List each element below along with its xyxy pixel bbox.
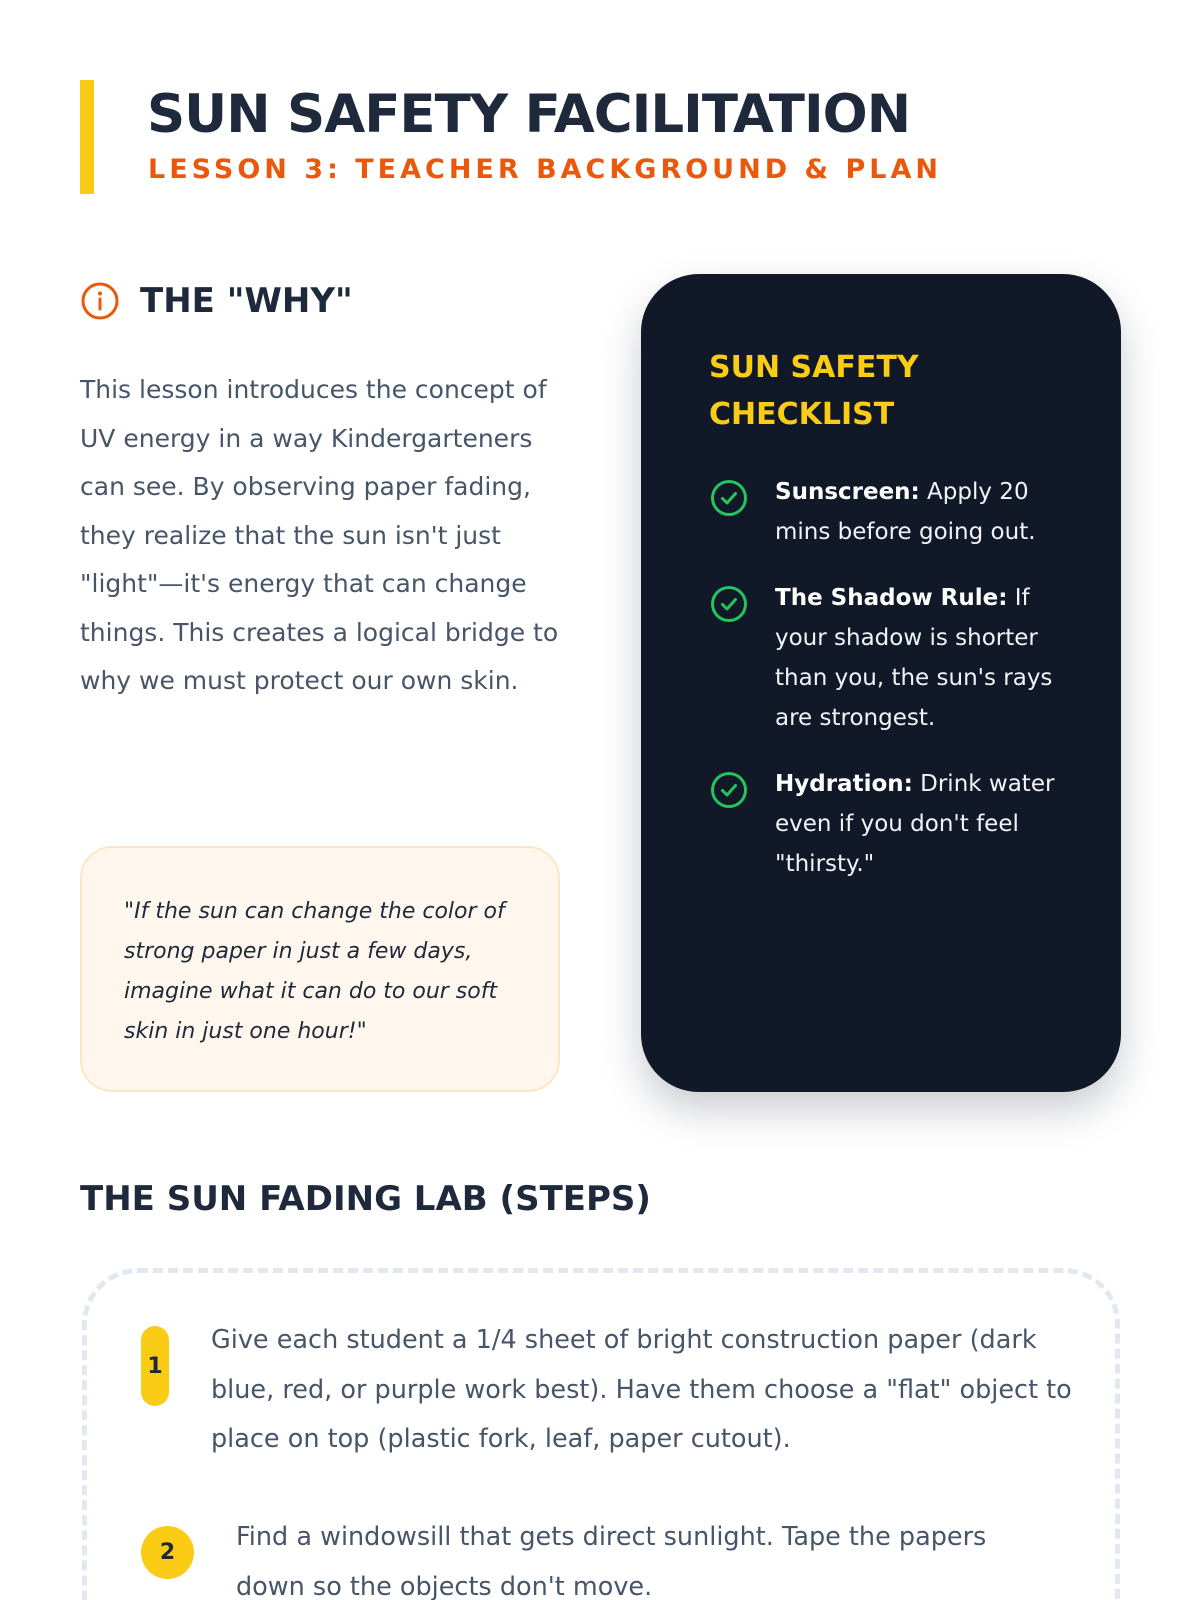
- step-text: Find a windowsill that gets direct sunlight. Tape the papers down so the objects don't move.: [236, 1522, 987, 1600]
- checklist-title: SUN SAFETY CHECKLIST: [709, 350, 919, 432]
- check-circle-icon: [709, 478, 749, 518]
- step-text: Give each student a 1/4 sheet of bright construction paper (dark blue, red, or purple work best). Have them choose a "flat" object to place on top (plastic fork, leaf, paper cutout).: [211, 1325, 1072, 1454]
- page-title: SUN SAFETY FACILITATION: [147, 84, 911, 145]
- checklist-item-label: Hydration:: [775, 771, 913, 797]
- checklist-item-sunscreen: [709, 472, 1069, 552]
- step-number-badge: 1: [141, 1326, 169, 1406]
- why-heading: [80, 278, 353, 324]
- lab-step: [141, 1326, 1081, 1465]
- lab-step: [141, 1522, 1056, 1600]
- checklist-item-hydration: [709, 764, 1069, 884]
- checklist-card: [641, 274, 1121, 1092]
- check-circle-icon: [709, 584, 749, 624]
- header-accent-bar: [80, 80, 94, 194]
- checklist-item-shadow-rule: [709, 578, 1069, 738]
- checklist-item-text: [775, 764, 1069, 884]
- checklist-item-label: Sunscreen:: [775, 479, 920, 505]
- checklist-item-text: [775, 578, 1069, 738]
- why-title: THE "WHY": [140, 281, 353, 321]
- page-subtitle: LESSON 3: TEACHER BACKGROUND & PLAN: [148, 154, 942, 185]
- quote-box: [80, 846, 560, 1092]
- why-body: This lesson introduces the concept of UV energy in a way Kindergarteners can see. By observing paper fading, they realize that the sun isn't just "light"—it's energy that can change things. This creates a logical bridge to why we must protect our own skin.: [80, 375, 559, 695]
- checklist-item-detail: Apply 20 mins before going out.: [775, 479, 1036, 545]
- checklist-item-detail: If your shadow is shorter than you, the sun's rays are strongest.: [775, 585, 1053, 731]
- step-number-badge: 2: [141, 1526, 194, 1579]
- check-circle-icon: [709, 770, 749, 810]
- checklist-item-label: The Shadow Rule:: [775, 585, 1008, 611]
- lab-title: THE SUN FADING LAB (STEPS): [80, 1179, 651, 1219]
- checklist-item-text: [775, 472, 1069, 552]
- checklist-item-detail: Drink water even if you don't feel "thirsty.": [775, 771, 1055, 877]
- info-icon: [80, 281, 120, 321]
- quote-text: "If the sun can change the color of strong paper in just a few days, imagine what it can do to our soft skin in just one hour!": [124, 899, 505, 1044]
